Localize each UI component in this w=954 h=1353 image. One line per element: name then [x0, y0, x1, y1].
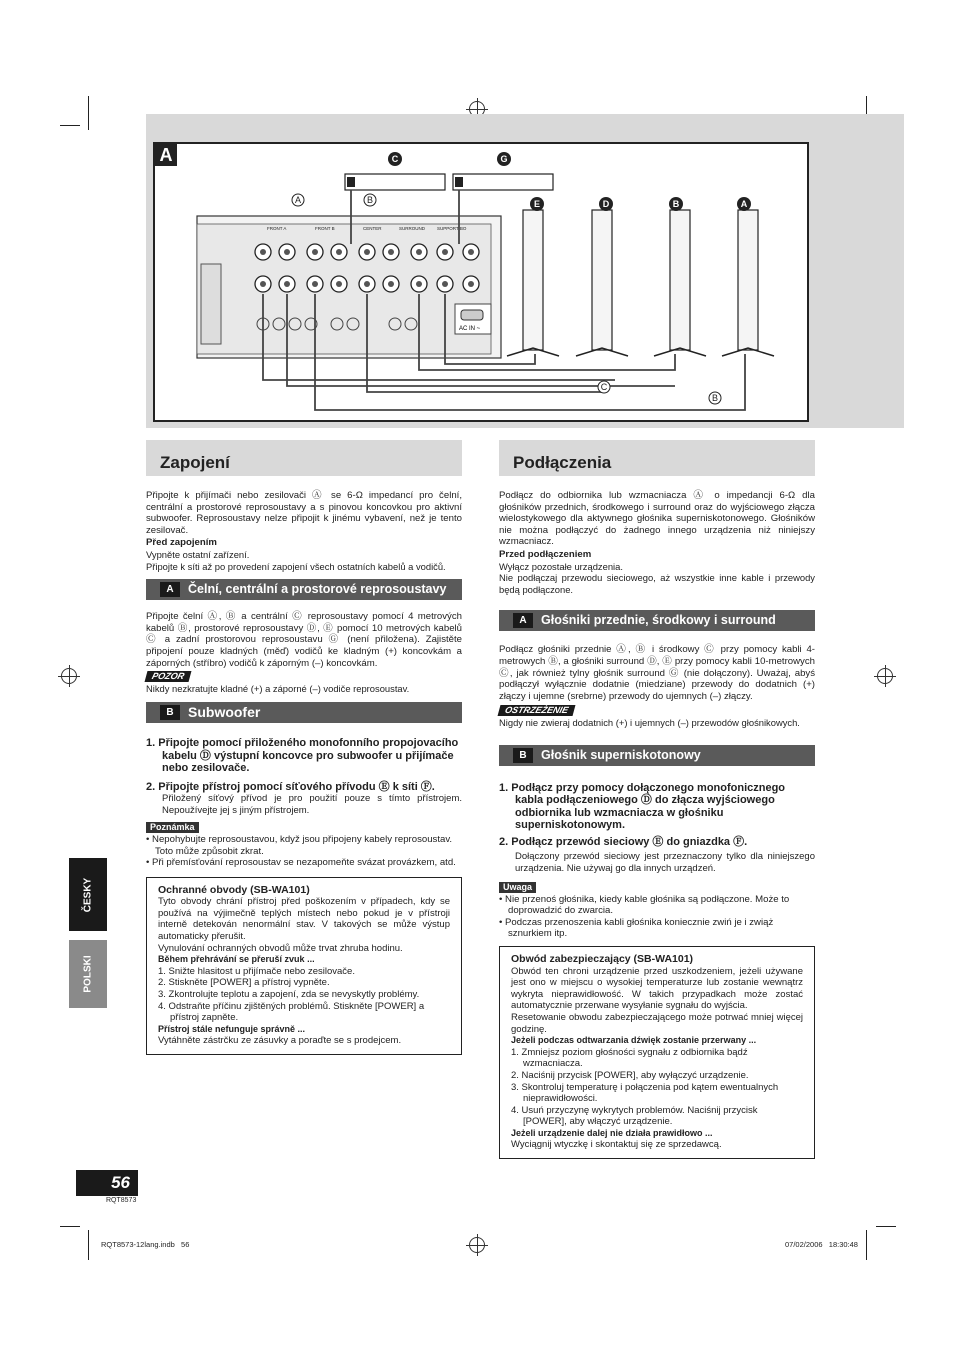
callout-c-outline: C [600, 382, 608, 392]
box-subheading: Jeżeli podczas odtwarzania dźwięk zostanie przerwany ... [511, 1035, 757, 1046]
registration-mark-icon [469, 1237, 485, 1253]
box-step: 3. Zkontrolujte teplotu a zapojení, zda se nevyskytly problémy. [158, 989, 420, 1001]
protection-circuit-box [499, 946, 815, 1159]
box-step: 3. Skontroluj temperaturę i połączenia pod kątem ewentualnych nieprawidłowości. [511, 1081, 779, 1105]
section-a-heading [499, 610, 815, 631]
callout-b-outline: B [366, 195, 374, 205]
box-step: 4. Odstraňte příčinu zjištěných problémů. Stiskněte [POWER] a přístroj zapněte. [158, 1000, 425, 1024]
warning-text: Nikdy nezkratujte kladné (+) a záporné (–) vodiče reprosoustav. [146, 682, 410, 694]
box-text: Resetowanie obwodu zabezpieczającego może potrwać mniej więcej godzinę. [511, 1011, 803, 1035]
protection-circuit-box [146, 877, 462, 1055]
registration-mark-icon [61, 668, 77, 684]
box-subheading: Přístroj stále nefunguje správně ... [158, 1023, 306, 1034]
before-line: Připojte k síti až po provedení zapojení všech ostatních kabelů a vodičů. [146, 560, 446, 572]
registration-mark-icon [877, 668, 893, 684]
footer-file: RQT8573-12lang.indb 56 [101, 1240, 190, 1249]
receiver-back-panel [197, 216, 501, 358]
panel-label-support: SUPPORT BO [437, 226, 467, 231]
callout-b-outline-2: B [711, 393, 719, 403]
crop-mark [60, 1226, 80, 1227]
section-a-text: Připojte čelní Ⓐ, Ⓑ a centrální Ⓒ reprosoustavy pomocí 4 metrových kabelů Ⓑ, prostorové reprosoustavy Ⓓ, Ⓔ pomocí 10 metrových kabelů Ⓒ a zadní prostorovou reprosoustavu Ⓖ (není přiložena). Zajistěte připojení pouze kladných (měď) vodičů ke kladným (+) koncovkám a záporných (stříbro) vodičů k záporným (–) koncovkám. [146, 611, 462, 669]
box-final: Vytáhněte zástrčku ze zásuvky a poraďte se s prodejcem. [158, 1035, 402, 1047]
note-item: • Při přemísťování reprosoustav se nezapomeňte svázat provázkem, atd. [146, 857, 456, 869]
section-title: Čelní, centrální a prostorové reprosoustavy [188, 582, 447, 597]
note-item: • Podczas przenoszenia kabli głośnika koniecznie zwiń je i zwiąż sznurkiem itp. [499, 916, 774, 940]
box-title: Ochranné obvody (SB-WA101) [158, 883, 310, 896]
note-label: Poznámka [146, 822, 199, 833]
section-a-heading [146, 579, 462, 600]
section-tag: B [513, 748, 533, 763]
note-label: Uwaga [499, 882, 536, 893]
ac-in-label: AC IN ~ [459, 326, 481, 332]
box-step: 4. Usuń przyczynę wykrytych problemów. Naciśnij przycisk [POWER], aby włączyć urządzenie. [511, 1104, 758, 1128]
callout-b: B [672, 199, 680, 209]
before-line: Vypněte ostatní zařízení. [146, 548, 250, 560]
connector-boxes [345, 174, 553, 190]
polish-column [499, 440, 815, 1159]
language-tab-polish: POLSKI [69, 940, 107, 1008]
connection-illustration [155, 144, 807, 420]
czech-column [146, 440, 462, 1055]
callout-c: C [391, 154, 399, 164]
language-tab-czech: ČESKY [69, 858, 107, 931]
box-text: Vynulování ochranných obvodů může trvat zhruba hodinu. [158, 942, 403, 954]
warning-label: OSTRZEŻENIE [498, 705, 576, 716]
step-2-detail: Přiložený síťový přívod je pro použití pouze s tímto přístrojem. Nepoužívejte jej s jiným přístrojem. [162, 793, 462, 816]
panel-label-surround: SURROUND [399, 226, 426, 231]
box-step: 2. Naciśnij przycisk [POWER], aby wyłączyć urządzenie. [511, 1069, 749, 1081]
section-b-heading [499, 745, 815, 766]
warning-label: POZOR [145, 671, 192, 682]
page-number: 56 [76, 1170, 138, 1196]
section-title: Głośniki przednie, środkowy i surround [541, 613, 776, 628]
box-final: Wyciągnij wtyczkę i skontaktuj się ze sprzedawcą. [511, 1139, 722, 1151]
step-2-detail: Dołączony przewód sieciowy jest przeznaczony tylko dla niniejszego urządzenia. Nie używaj go dla innych urządzeń. [515, 851, 815, 874]
panel-label-front-b: FRONT B [315, 226, 335, 231]
intro-text: Podłącz do odbiornika lub wzmacniacza Ⓐ o impedancji 6-Ω dla głośników przednich, środkowego i surround oraz do wyjściowego złącza wielostykowego dla aktywnego głośnika superniskotonowego. Głośników nie można podłączyć do żadnego innego urządzenia niż niniejszy wzmacniacz. [499, 490, 815, 548]
panel-label-front-a: FRONT A [267, 226, 287, 231]
callout-g: G [500, 154, 508, 164]
before-heading: Před zapojením [146, 537, 217, 549]
document-code: RQT8573 [106, 1197, 137, 1204]
callout-a-outline: A [294, 195, 302, 205]
step-2: 2. Podłącz przewód sieciowy Ⓔ do gniazdka Ⓕ. [499, 835, 748, 848]
crop-mark [88, 96, 89, 130]
section-title: Subwoofer [188, 704, 261, 721]
before-line: Nie podłączaj przewodu sieciowego, aż wszystkie inne kable i przewody będą podłączone. [499, 572, 815, 595]
footer-datetime: 07/02/2006 18:30:48 [785, 1240, 858, 1249]
note-item: • Nepohybujte reprosoustavou, když jsou připojeny kabely reprosoustav. Toto může způsobit zkrat. [146, 833, 453, 857]
box-subheading: Během přehrávání se přeruší zvuk ... [158, 954, 315, 965]
panel-label-center: CENTER [363, 226, 382, 231]
box-step: 1. Snižte hlasitost u přijímače nebo zesilovače. [158, 965, 355, 977]
step-1: 1. Připojte pomocí přiloženého monofonního propojovacího kabelu Ⓓ výstupní koncovce pro subwoofer u přijímače nebo zesilovače. [146, 737, 459, 775]
before-heading: Przed podłączeniem [499, 548, 592, 560]
note-item: • Nie przenoś głośnika, kiedy kable głośnika są podłączone. Może to doprowadzić do zwarcia. [499, 893, 790, 917]
page-title: Zapojení [146, 440, 462, 476]
section-tag: A [160, 582, 180, 597]
crop-mark [60, 125, 80, 126]
intro-text: Připojte k přijímači nebo zesilovači Ⓐ se 6-Ω impedancí pro čelní, centrální a prostorové reprosoustavy a s pinovou koncovkou pro aktivní subwoofer. Reprosoustavy nelze připojit k jinému vybavení, než je tento zesilovač. [146, 490, 462, 536]
crop-mark [88, 1230, 89, 1260]
box-step: 2. Stiskněte [POWER] a přístroj vypněte. [158, 977, 330, 989]
callout-e: E [533, 199, 541, 209]
section-tag: A [513, 613, 533, 628]
section-b-heading [146, 702, 462, 723]
box-subheading: Jeżeli urządzenie dalej nie działa prawidłowo ... [511, 1127, 713, 1138]
box-title: Obwód zabezpieczający (SB-WA101) [511, 952, 694, 965]
connection-diagram [153, 142, 809, 422]
step-1: 1. Podłącz przy pomocy dołączonego monofonicznego kabla podłączeniowego Ⓓ do złącza wyjściowego odbiornika lub wzmacniacza w głośniku superniskotonowym. [499, 781, 786, 831]
box-step: 1. Zmniejsz poziom głośności sygnału z odbiornika bądź wzmacniacza. [511, 1046, 748, 1070]
section-tag: B [160, 705, 180, 720]
box-text: Tyto obvody chrání přístroj před poškozením v případech, kdy se používá na výjimečně teplých místech nebo pokud je v přístroji interně detekován nenormální stav. V takových se může výstup automaticky přerušit. [158, 896, 450, 943]
page-title: Podłączenia [499, 440, 815, 476]
speaker-towers [523, 210, 758, 350]
step-2: 2. Připojte přístroj pomocí síťového přívodu Ⓔ k síti Ⓕ. [146, 780, 435, 793]
callout-d: D [602, 199, 610, 209]
section-a-text: Podłącz głośniki przednie Ⓐ, Ⓑ i środkowy Ⓒ przy pomocy kabli 4-metrowych Ⓑ, a głośniki surround Ⓓ, Ⓔ przy pomocy kabli 10-metrowych Ⓒ, jak również tylny głośnik surround Ⓖ (nie dołączony). Uważaj, abyś podłączył wyłącznie dodatnie (miedziane) przewody do dodatnich (+) złączy i ujemne (srebrne) przewody do ujemnych (–) złączy. [499, 644, 815, 702]
before-line: Wyłącz pozostałe urządzenia. [499, 560, 623, 572]
figure-label: A [155, 144, 177, 166]
crop-mark [866, 1230, 867, 1260]
box-text: Obwód ten chroni urządzenie przed uszkodzeniem, jeżeli używane jest ono w miejscu o wysokiej temperaturze lub zostanie wewnątrz wykryta nieprawidłowość. W takich przypadkach może zostać automatycznie przerwane wysyłanie sygnału do wyjścia. [511, 965, 803, 1012]
section-title: Głośnik superniskotonowy [541, 747, 701, 762]
warning-text: Nigdy nie zwieraj dodatnich (+) i ujemnych (–) przewodów głośnikowych. [499, 716, 800, 728]
callout-a: A [740, 199, 748, 209]
crop-mark [876, 1226, 896, 1227]
